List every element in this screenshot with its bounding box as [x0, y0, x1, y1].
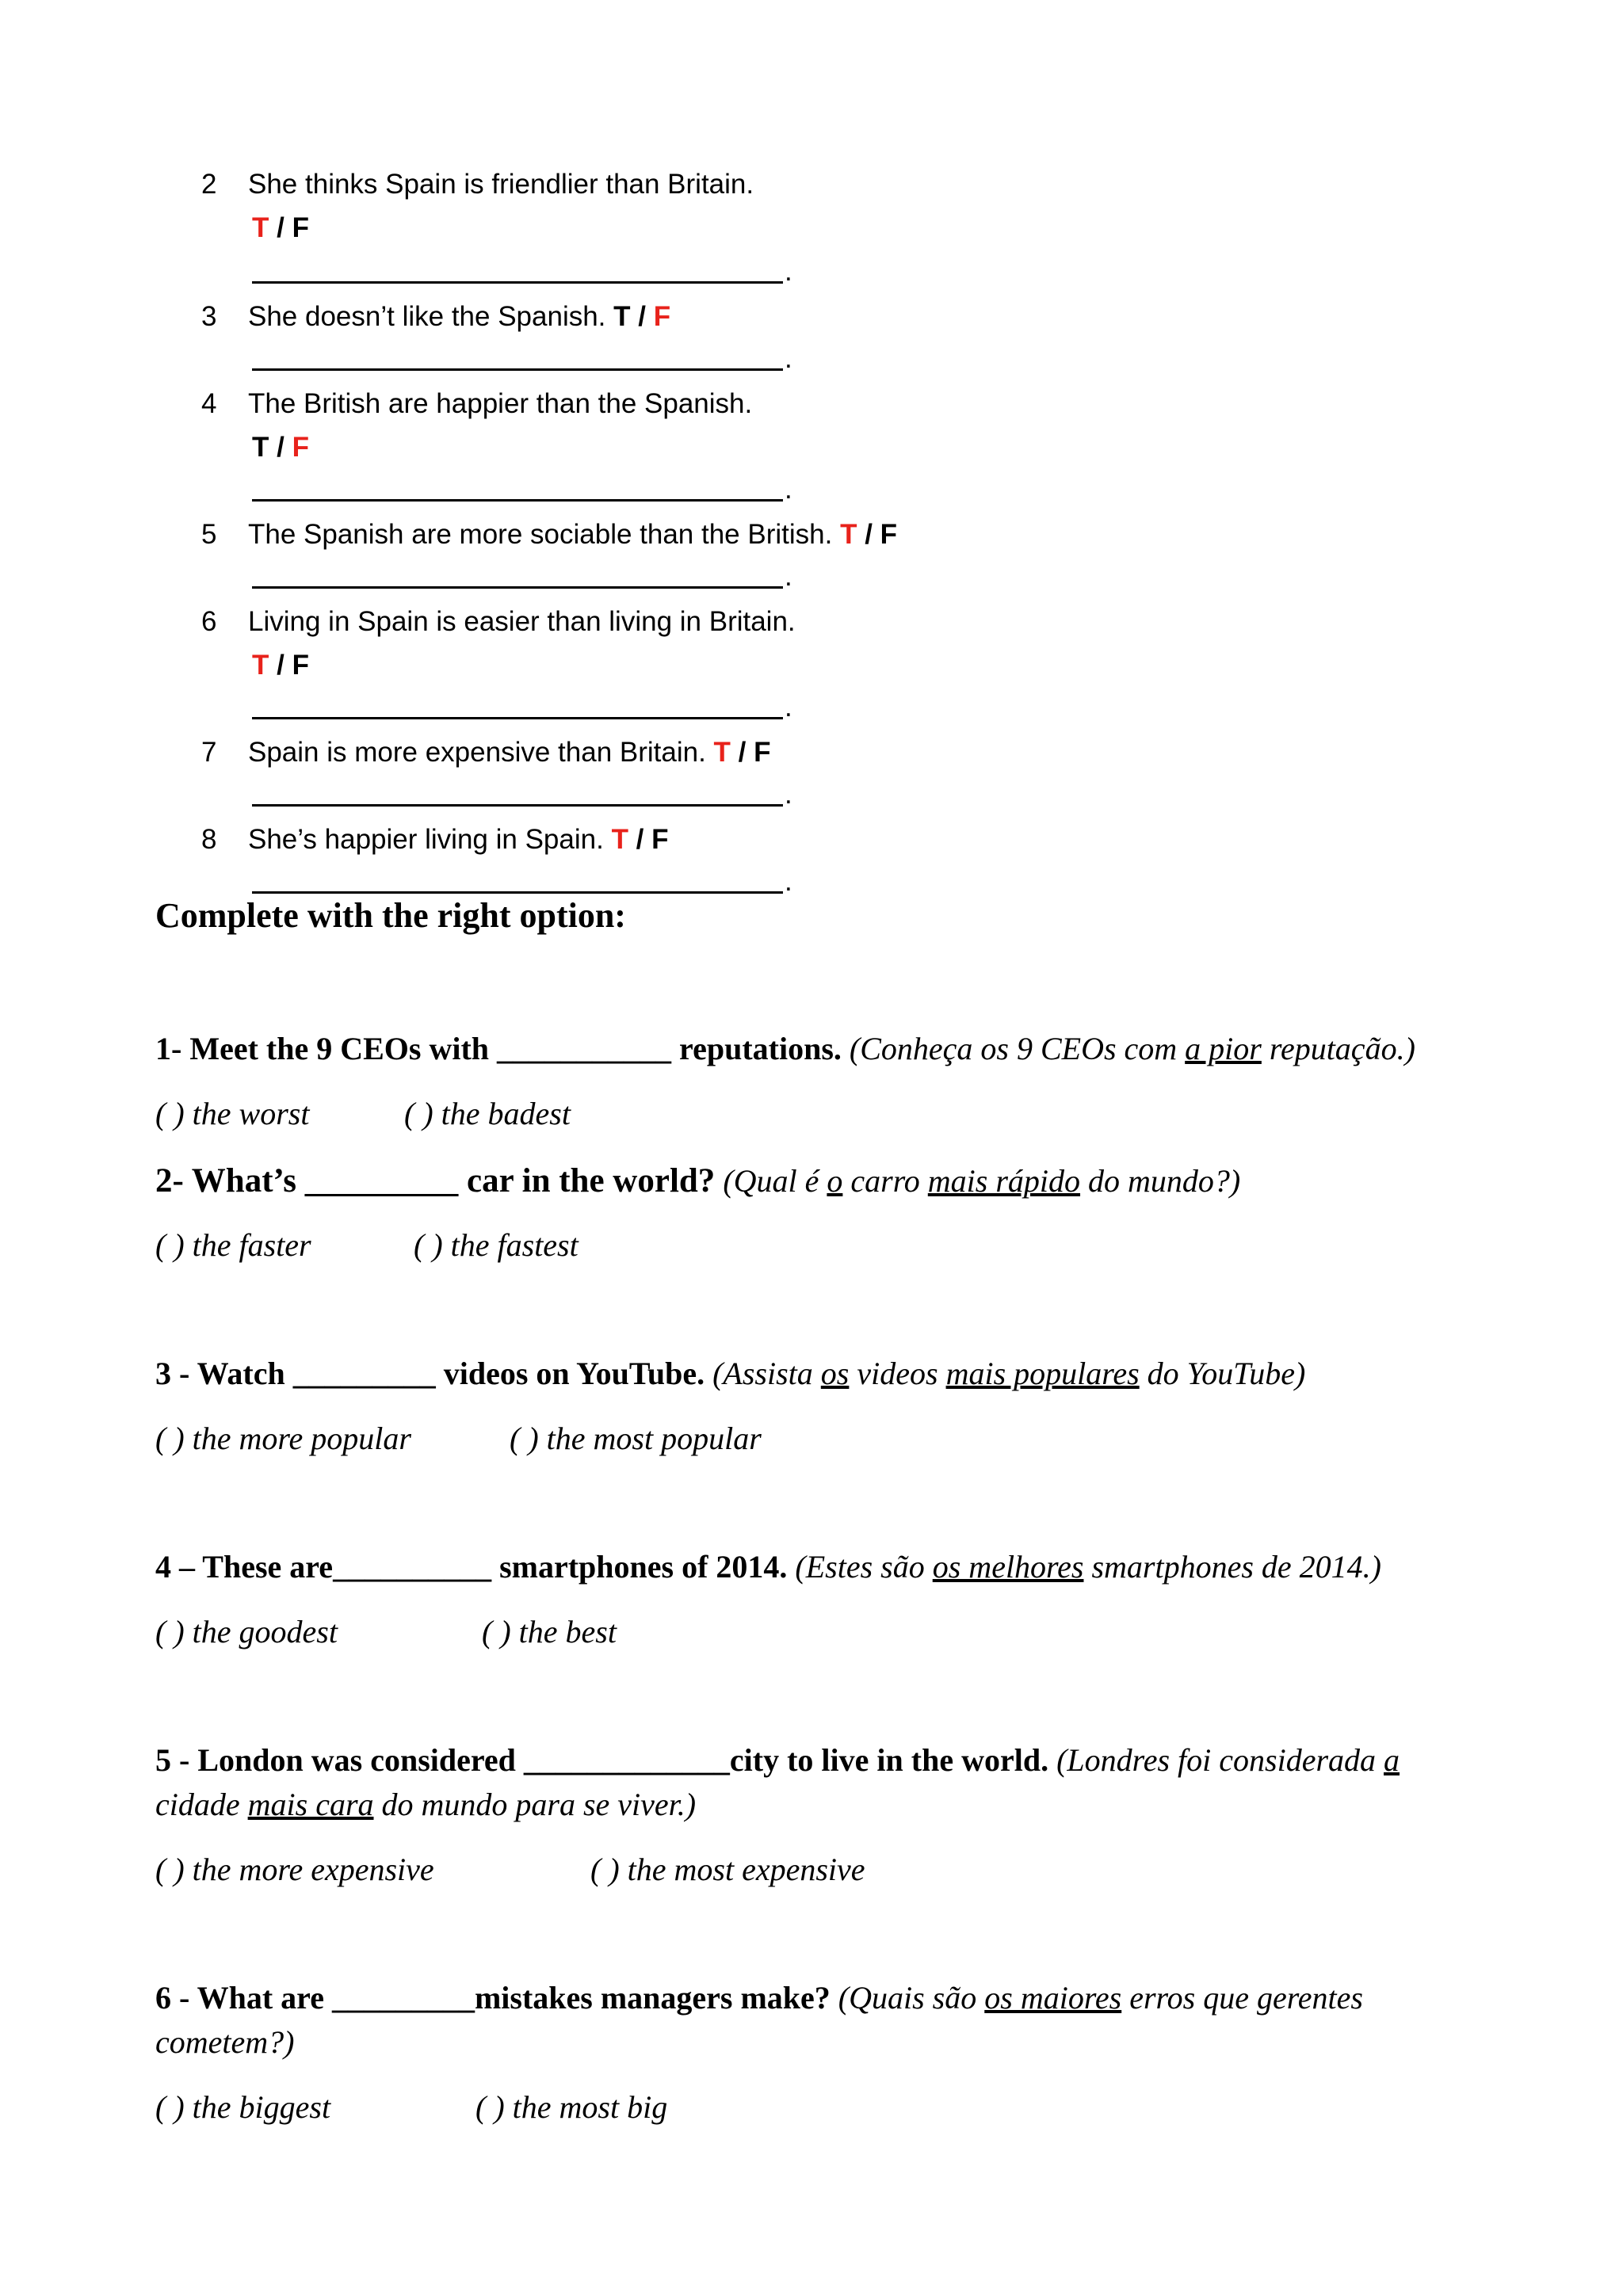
false-option[interactable]: F	[653, 301, 671, 332]
option-3a[interactable]: ( ) the more popular	[155, 1421, 411, 1456]
true-option[interactable]: T	[611, 824, 628, 855]
true-option[interactable]: T	[252, 212, 269, 243]
translation-hint: cidade mais cara do mundo para se viver.)	[155, 1787, 697, 1822]
false-option[interactable]: F	[754, 737, 771, 768]
option-5b[interactable]: ( ) the most expensive	[590, 1852, 865, 1887]
translation-hint: (Qual é o carro mais rápido do mundo?)	[715, 1163, 1241, 1199]
translation-hint: cometem?)	[155, 2024, 295, 2060]
answer-line[interactable]	[252, 717, 783, 719]
option-6b[interactable]: ( ) the most big	[475, 2089, 668, 2125]
question-text: 5 - London was considered _____________city to live in the world.	[155, 1742, 1049, 1778]
translation-hint: (Estes são os melhores smartphones de 2014.)	[787, 1549, 1381, 1585]
line-end-dot: .	[785, 474, 792, 505]
answer-line[interactable]	[252, 368, 783, 371]
true-option[interactable]: T	[252, 432, 269, 463]
question-4	[155, 1548, 1381, 1585]
true-option[interactable]: T	[613, 301, 631, 332]
question-1	[155, 1030, 1415, 1067]
question-text: 4 – These are__________ smartphones of 2014.	[155, 1549, 788, 1585]
true-option[interactable]: T	[840, 519, 857, 550]
true-false-choice[interactable]: T / F	[713, 737, 771, 768]
false-option[interactable]: F	[651, 824, 669, 855]
question-6	[155, 1979, 1363, 2016]
true-false-choice[interactable]: T / F	[252, 432, 309, 463]
line-end-dot: .	[785, 779, 792, 810]
false-option[interactable]: F	[292, 212, 309, 243]
item-number: 8	[201, 824, 217, 855]
section-heading: Complete with the right option:	[155, 896, 626, 935]
option-1a[interactable]: ( ) the worst	[155, 1096, 310, 1131]
item-number: 2	[201, 169, 217, 200]
item-number: 5	[201, 519, 217, 550]
true-option[interactable]: T	[713, 737, 731, 768]
question-text: 6 - What are _________mistakes managers make?	[155, 1980, 831, 2016]
option-1b[interactable]: ( ) the badest	[404, 1096, 571, 1131]
option-3b[interactable]: ( ) the most popular	[510, 1421, 762, 1456]
option-4b[interactable]: ( ) the best	[482, 1614, 617, 1650]
statement: Living in Spain is easier than living in Britain.	[248, 606, 796, 637]
true-false-choice[interactable]: T / F	[252, 212, 309, 243]
true-false-choice[interactable]: T / F	[613, 301, 671, 332]
false-option[interactable]: F	[292, 650, 309, 681]
question-text: 2- What’s _________ car in the world?	[155, 1162, 716, 1199]
true-false-choice[interactable]: T / F	[611, 824, 669, 855]
option-4a[interactable]: ( ) the goodest	[155, 1614, 338, 1650]
question-5-continuation	[155, 1786, 696, 1823]
item-number: 3	[201, 301, 217, 332]
answer-line[interactable]	[252, 499, 783, 502]
item-number: 6	[201, 606, 217, 637]
line-end-dot: .	[785, 343, 792, 374]
option-2a[interactable]: ( ) the faster	[155, 1227, 311, 1263]
line-end-dot: .	[785, 692, 792, 723]
false-option[interactable]: F	[292, 432, 309, 463]
item-number: 7	[201, 737, 217, 768]
question-text: 3 - Watch _________ videos on YouTube.	[155, 1356, 705, 1391]
line-end-dot: .	[785, 256, 792, 287]
translation-hint: (Londres foi considerada a	[1048, 1742, 1400, 1778]
question-6-continuation	[155, 2023, 294, 2061]
answer-line[interactable]	[252, 804, 783, 807]
statement: Spain is more expensive than Britain. T / F	[248, 737, 771, 768]
question-5	[155, 1741, 1400, 1779]
true-option[interactable]: T	[252, 650, 269, 681]
answer-line[interactable]	[252, 891, 783, 894]
line-end-dot: .	[785, 866, 792, 897]
statement: She doesn’t like the Spanish. T / F	[248, 301, 671, 332]
answer-line[interactable]	[252, 281, 783, 284]
question-2	[155, 1161, 1240, 1200]
answer-line[interactable]	[252, 586, 783, 589]
question-text: 1- Meet the 9 CEOs with ___________ reputations.	[155, 1031, 842, 1066]
statement: She thinks Spain is friendlier than Britain.	[248, 169, 754, 200]
true-false-choice[interactable]: T / F	[840, 519, 898, 550]
statement: The Spanish are more sociable than the British. T / F	[248, 519, 898, 550]
translation-hint: (Quais são os maiores erros que gerentes	[830, 1980, 1363, 2016]
line-end-dot: .	[785, 561, 792, 592]
option-6a[interactable]: ( ) the biggest	[155, 2089, 331, 2125]
option-5a[interactable]: ( ) the more expensive	[155, 1852, 434, 1887]
question-3	[155, 1355, 1305, 1392]
true-false-choice[interactable]: T / F	[252, 650, 309, 681]
statement: The British are happier than the Spanish.	[248, 388, 753, 419]
translation-hint: (Assista os videos mais populares do YouTube)	[705, 1356, 1306, 1391]
translation-hint: (Conheça os 9 CEOs com a pior reputação.)	[841, 1031, 1415, 1066]
false-option[interactable]: F	[880, 519, 898, 550]
statement: She’s happier living in Spain. T / F	[248, 824, 669, 855]
item-number: 4	[201, 388, 217, 419]
option-2b[interactable]: ( ) the fastest	[414, 1227, 579, 1263]
